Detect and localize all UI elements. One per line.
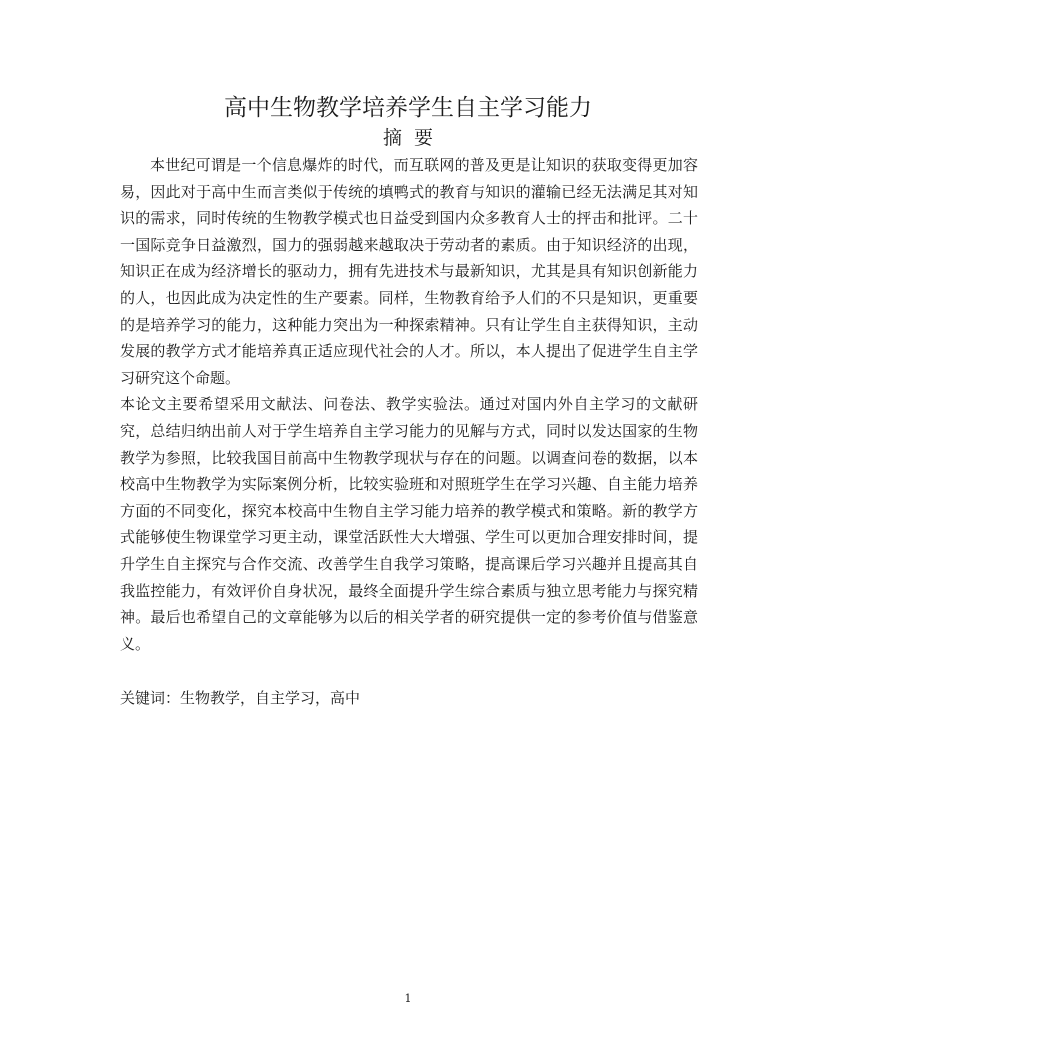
abstract-paragraph-1: 本世纪可谓是一个信息爆炸的时代，而互联网的普及更是让知识的获取变得更加容易，因此对于高中生而言类似于传统的填鸭式的教育与知识的灌输已经无法满足其对知识的需求，同时传统的生物教学模式也日益受到国内众多教育人士的抨击和批评。二十一国际竞争日益激烈，国力的强弱越来越取决于劳动者的素质。由于知识经济的出现，知识正在成为经济增长的驱动力，拥有先进技术与最新知识，尤其是具有知识创新能力的人，也因此成为决定性的生产要素。同样，生物教育给予人们的不只是知识，更重要的是培养学习的能力，这种能力突出为一种探索精神。只有让学生自主获得知识，主动发展的教学方式才能培养真正适应现代社会的人才。所以，本人提出了促进学生自主学习研究这个命题。 xyxy=(120,156,698,387)
keywords-line: 关键词：生物教学，自主学习，高中 xyxy=(120,689,361,707)
abstract-heading: 摘 要 xyxy=(382,127,434,149)
abstract-body xyxy=(120,152,698,657)
document-title: 高中生物教学培养学生自主学习能力 xyxy=(224,95,592,121)
page-number: 1 xyxy=(404,992,412,1005)
abstract-paragraph-2: 本论文主要希望采用文献法、问卷法、教学实验法。通过对国内外自主学习的文献研究，总结归纳出前人对于学生培养自主学习能力的见解与方式，同时以发达国家的生物教学为参照，比较我国目前高中生物教学现状与存在的问题。以调查问卷的数据，以本校高中生物教学为实际案例分析，比较实验班和对照班学生在学习兴趣、自主能力培养方面的不同变化，探究本校高中生物自主学习能力培养的教学模式和策略。新的教学方式能够使生物课堂学习更主动，课堂活跃性大大增强、学生可以更加合理安排时间，提升学生自主探究与合作交流、改善学生自我学习策略，提高课后学习兴趣并且提高其自我监控能力，有效评价自身状况，最终全面提升学生综合素质与独立思考能力与探究精神。最后也希望自己的文章能够为以后的相关学者的研究提供一定的参考价值与借鉴意义。 xyxy=(120,395,698,653)
